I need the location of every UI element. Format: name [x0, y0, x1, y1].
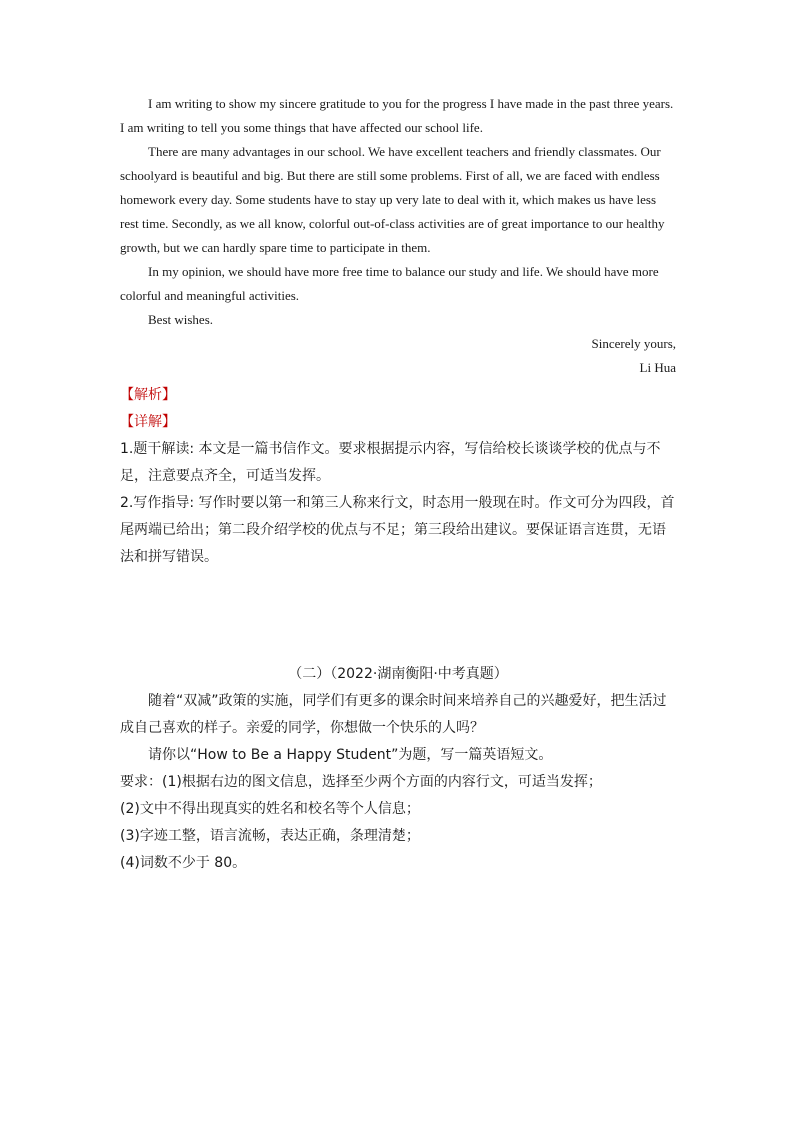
letter-body	[120, 92, 676, 380]
question-task: 请你以“How to Be a Happy Student”为题，写一篇英语短文。	[148, 747, 553, 763]
analysis-point-2: 2.写作指导: 写作时要以第一和第三人称来行文，时态用一般现在时。作文可分为四段，首尾两端已给出；第二段介绍学校的优点与不足；第三段给出建议。要保证语言连贯，无语法和拼写错误。	[120, 495, 675, 565]
letter-signature: Li Hua	[639, 360, 676, 375]
question-intro: 随着“双减”政策的实施，同学们有更多的课余时间来培养自己的兴趣爱好，把生活过成自己喜欢的样子。亲爱的同学，你想做一个快乐的人吗？	[120, 693, 667, 736]
requirement-4: (4)词数不少于 80。	[120, 855, 247, 871]
analysis-point-1: 1.题干解读: 本文是一篇书信作文。要求根据提示内容，写信给校长谈谈学校的优点与不足，注意要点齐全，可适当发挥。	[120, 441, 661, 484]
requirement-3: (3)字迹工整，语言流畅，表达正确，条理清楚；	[120, 828, 420, 844]
label-xiangjie: 【详解】	[120, 414, 176, 430]
letter-closing: Sincerely yours,	[591, 336, 676, 351]
letter-paragraph-1: I am writing to show my sincere gratitude to you for the progress I have made in the past three years. I am writing to tell you some things that have affected our school life.	[120, 96, 674, 135]
label-jiexi: 【解析】	[120, 387, 176, 403]
requirement-2: (2)文中不得出现真实的姓名和校名等个人信息；	[120, 801, 420, 817]
letter-paragraph-4: Best wishes.	[148, 312, 213, 327]
letter-paragraph-2: There are many advantages in our school. We have excellent teachers and friendly classmates. Our schoolyard is beautiful and big. But there are still some problems. First of all, we are faced with endless homework every day. Some students have to stay up very late to deal with it, which makes us have less rest time. Secondly, as we all know, colorful out-of-class activities are of great importance to our healthy growth, but we can hardly spare time to participate in them.	[120, 144, 665, 255]
letter-paragraph-3: In my opinion, we should have more free time to balance our study and life. We should have more colorful and meaningful activities.	[120, 264, 659, 303]
analysis-section	[120, 382, 676, 571]
requirement-1: 要求：(1)根据右边的图文信息，选择至少两个方面的内容行文，可适当发挥；	[120, 774, 602, 790]
question-title: （二）（2022·湖南衡阳·中考真题）	[288, 666, 508, 682]
question-section	[120, 661, 676, 877]
